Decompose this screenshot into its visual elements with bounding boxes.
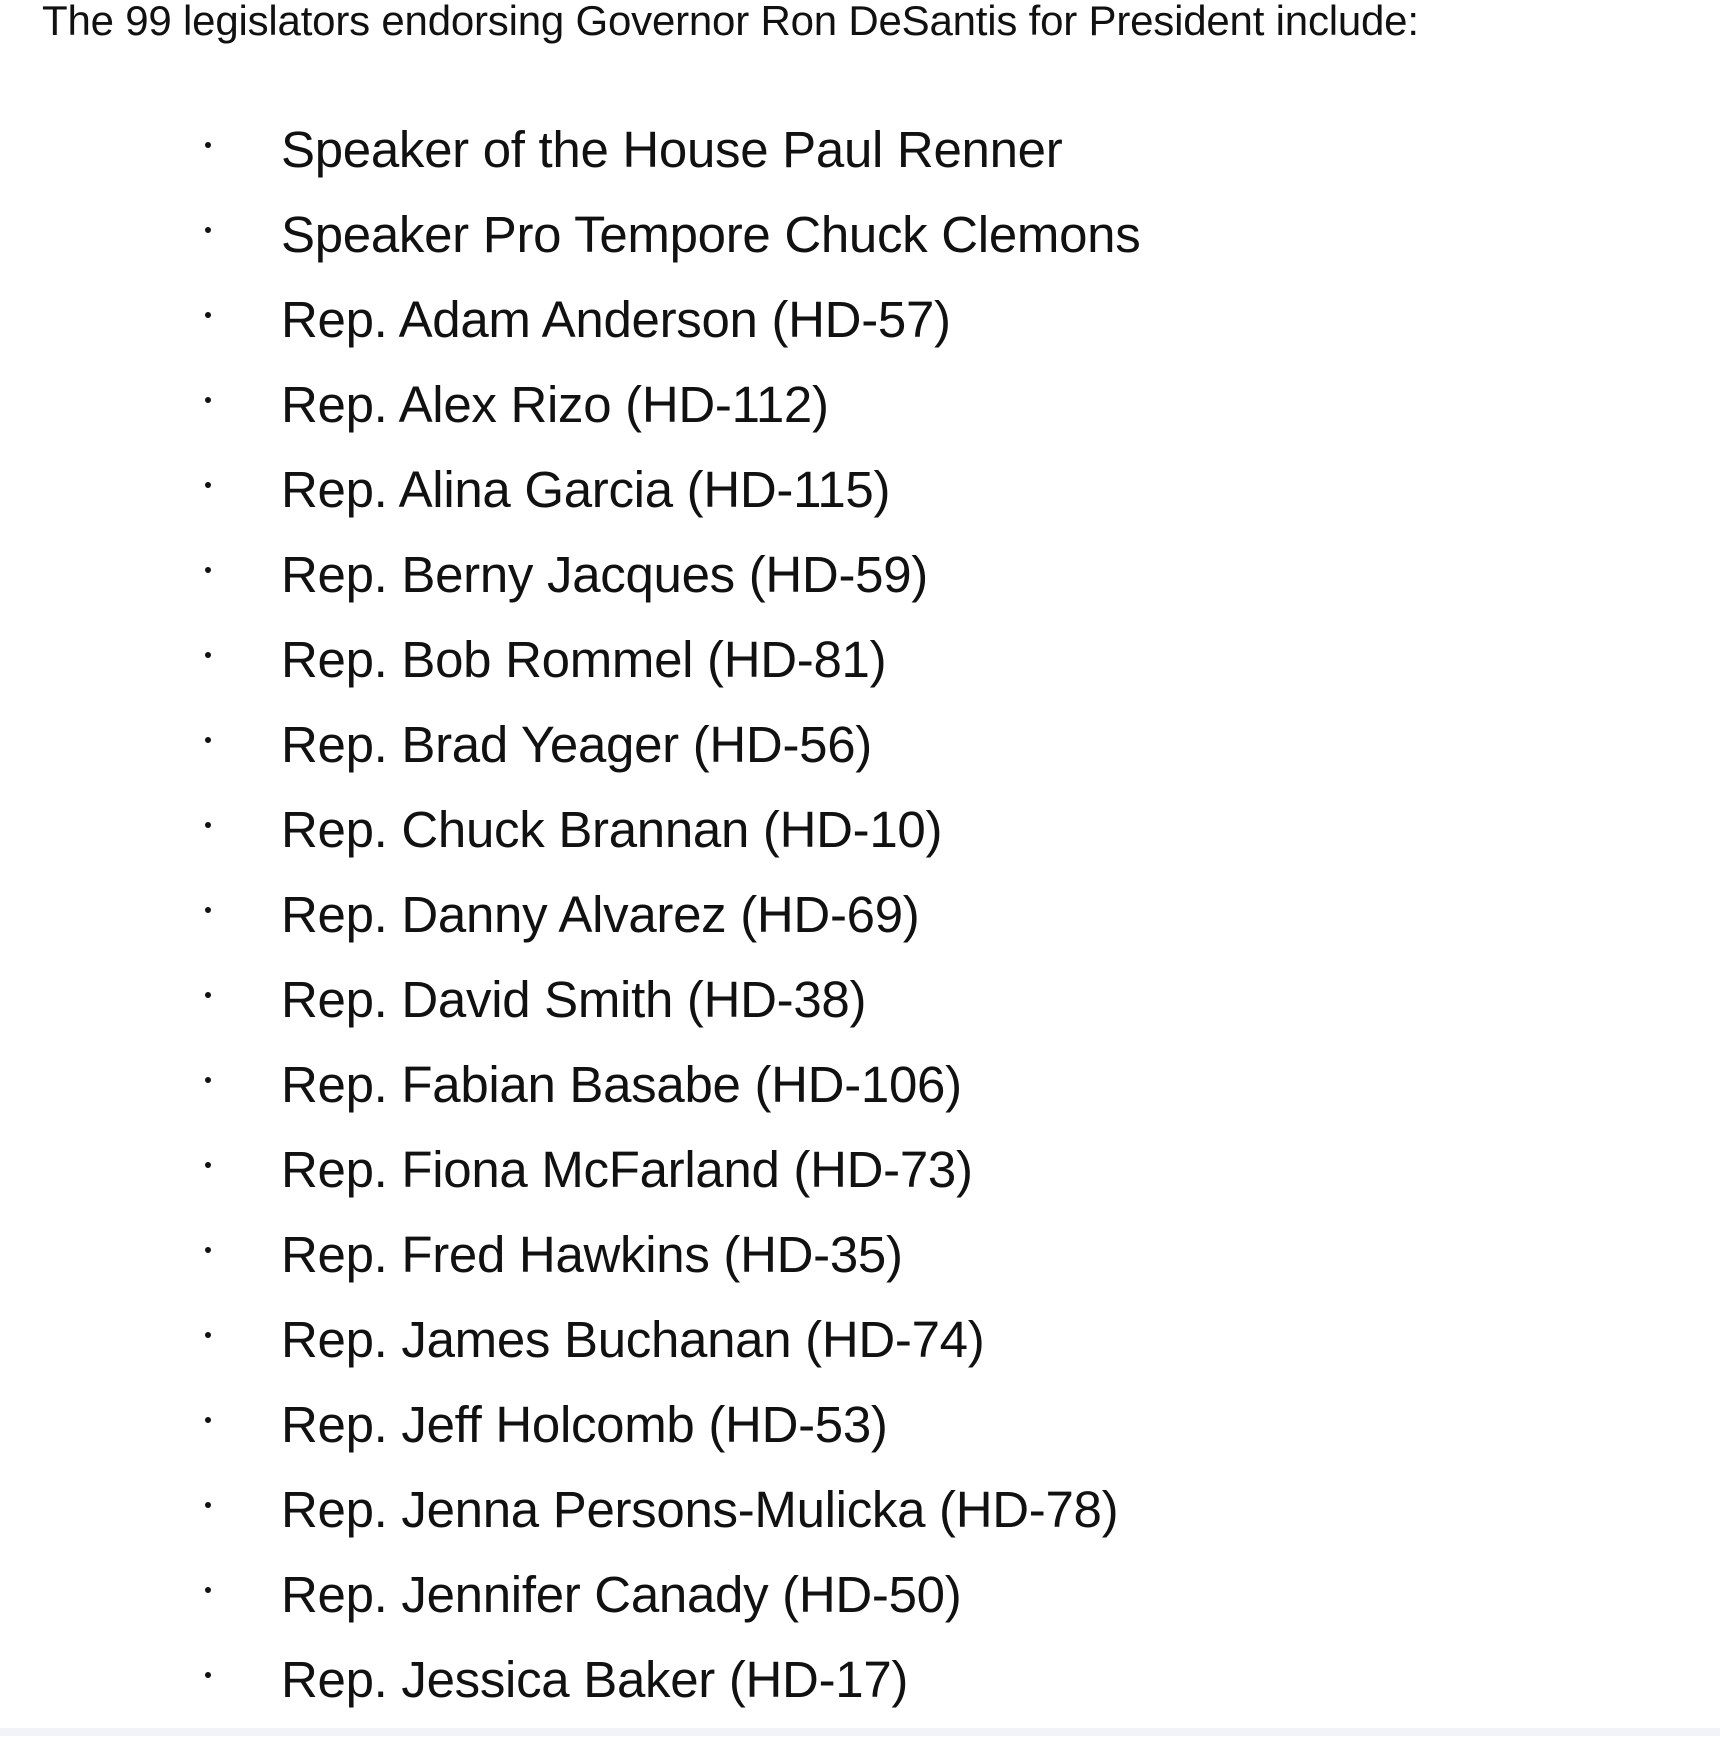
legislator-name: Rep. Brad Yeager (HD-56) xyxy=(281,716,872,773)
bullet-icon xyxy=(205,142,211,148)
bullet-icon xyxy=(205,1162,211,1168)
bullet-icon xyxy=(205,567,211,573)
legislator-name: Rep. Jenna Persons-Mulicka (HD-78) xyxy=(281,1481,1119,1538)
legislator-name: Rep. James Buchanan (HD-74) xyxy=(281,1311,985,1368)
bullet-icon xyxy=(205,1672,211,1678)
bottom-divider xyxy=(0,1728,1720,1736)
legislator-name: Rep. Jeff Holcomb (HD-53) xyxy=(281,1396,888,1453)
legislator-name: Rep. David Smith (HD-38) xyxy=(281,971,867,1028)
bullet-icon xyxy=(205,312,211,318)
legislator-name: Rep. Danny Alvarez (HD-69) xyxy=(281,886,920,943)
bullet-icon xyxy=(205,227,211,233)
legislator-name: Rep. Jessica Baker (HD-17) xyxy=(281,1651,909,1708)
legislator-name: Rep. Alex Rizo (HD-112) xyxy=(281,376,829,433)
legislator-name: Rep. Chuck Brannan (HD-10) xyxy=(281,801,943,858)
bullet-icon xyxy=(205,1417,211,1423)
legislator-name: Rep. Adam Anderson (HD-57) xyxy=(281,291,951,348)
legislator-name: Rep. Berny Jacques (HD-59) xyxy=(281,546,928,603)
bullet-icon xyxy=(205,1502,211,1508)
legislator-name: Speaker of the House Paul Renner xyxy=(281,121,1063,178)
intro-text: The 99 legislators endorsing Governor Ron DeSantis for President include: xyxy=(42,0,1419,44)
legislator-name: Rep. Fabian Basabe (HD-106) xyxy=(281,1056,962,1113)
bullet-icon xyxy=(205,1247,211,1253)
legislator-name: Rep. Alina Garcia (HD-115) xyxy=(281,461,891,518)
bullet-icon xyxy=(205,1077,211,1083)
legislator-name: Rep. Fred Hawkins (HD-35) xyxy=(281,1226,903,1283)
bullet-icon xyxy=(205,1332,211,1338)
bullet-icon xyxy=(205,482,211,488)
bullet-icon xyxy=(205,652,211,658)
bullet-icon xyxy=(205,397,211,403)
legislator-name: Rep. Jennifer Canady (HD-50) xyxy=(281,1566,962,1623)
bullet-icon xyxy=(205,992,211,998)
bullet-icon xyxy=(205,907,211,913)
bullet-icon xyxy=(205,1587,211,1593)
legislator-name: Speaker Pro Tempore Chuck Clemons xyxy=(281,206,1141,263)
legislator-name: Rep. Bob Rommel (HD-81) xyxy=(281,631,887,688)
bullet-icon xyxy=(205,822,211,828)
legislator-name: Rep. Fiona McFarland (HD-73) xyxy=(281,1141,973,1198)
bullet-icon xyxy=(205,737,211,743)
